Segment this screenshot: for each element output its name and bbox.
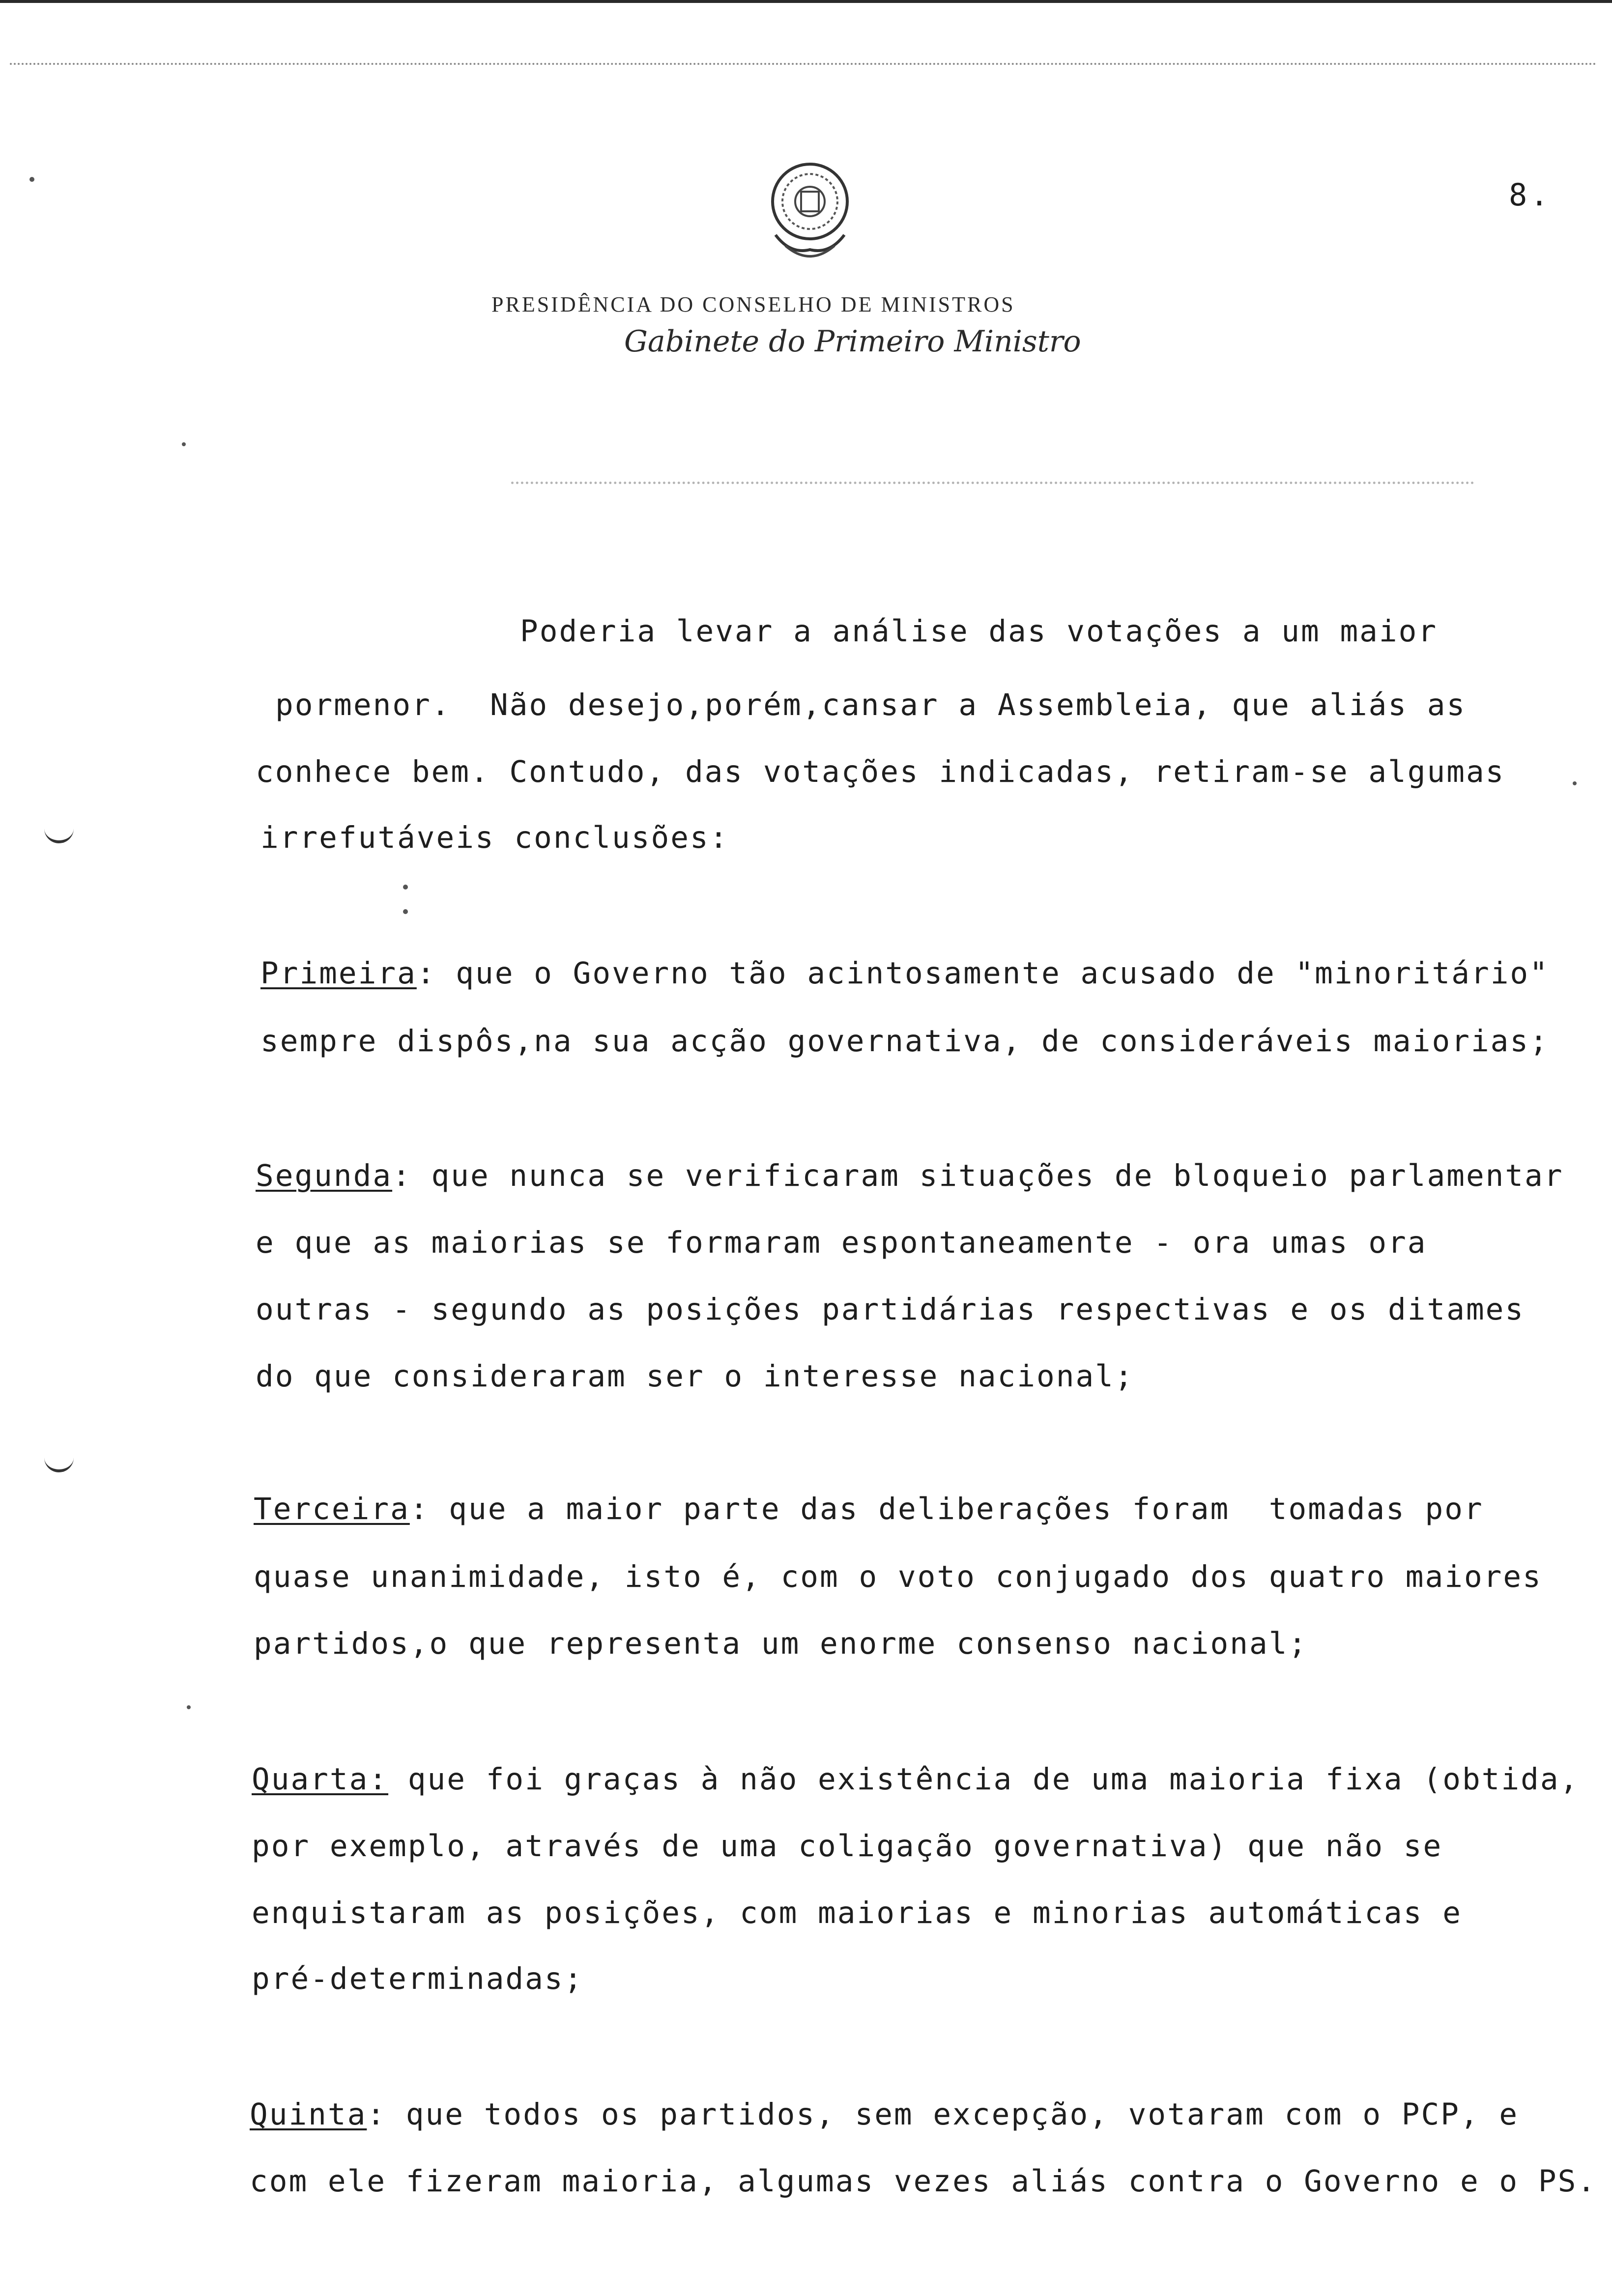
conclusion-third-text-1: : que a maior parte das deliberações foram tomadas por (409, 1492, 1484, 1526)
conclusion-second-label: Segunda (256, 1158, 393, 1193)
intro-line-2: pormenor. Não desejo,porém,cansar a Assembleia, que aliás as (275, 688, 1467, 722)
scan-noise-line (511, 482, 1474, 484)
letterhead-subtitle: Gabinete do Primeiro Ministro (624, 324, 1081, 359)
page-number: 8. (1509, 177, 1552, 213)
intro-line-3: conhece bem. Contudo, das votações indicadas, retiram-se algumas (256, 754, 1505, 789)
conclusion-second-text-1: : que nunca se verificaram situações de bloqueio parlamentar (392, 1158, 1564, 1193)
conclusion-first-line-2: sempre dispôs,na sua acção governativa, de consideráveis maiorias; (260, 1024, 1549, 1059)
dotted-header-rule (10, 63, 1597, 65)
conclusion-second-line-2: e que as maiorias se formaram espontaneamente - ora umas ora (256, 1225, 1427, 1260)
scan-speck (1573, 781, 1577, 785)
conclusion-third-line-1 (254, 1494, 1484, 1524)
conclusion-second-line-3: outras - segundo as posições partidárias respectivas e os ditames (256, 1292, 1525, 1327)
scan-speck (187, 1705, 191, 1709)
conclusion-fourth-line-4: pré-determinadas; (252, 1961, 584, 1996)
conclusion-third-line-2: quase unanimidade, isto é, com o voto conjugado dos quatro maiores (254, 1559, 1542, 1594)
letterhead-title: PRESIDÊNCIA DO CONSELHO DE MINISTROS (491, 292, 1015, 316)
conclusion-fifth-label: Quinta (250, 2097, 367, 2132)
conclusion-first-line-1 (260, 956, 1549, 991)
intro-line-1: Poderia levar a análise das votações a um maior (520, 614, 1438, 649)
intro-line-4: irrefutáveis conclusões: (260, 820, 729, 855)
conclusion-fourth-text-1: que foi graças à não existência de uma maioria fixa (obtida, (388, 1762, 1580, 1797)
conclusion-first-label: Primeira (260, 956, 417, 991)
conclusion-fifth-line-2: com ele fizeram maioria, algumas vezes aliás contra o Governo e o PS. (250, 2164, 1597, 2199)
conclusion-fourth-line-3: enquistaram as posições, com maiorias e minorias automáticas e (252, 1895, 1462, 1930)
scan-speck (29, 177, 34, 182)
coat-of-arms-seal (761, 156, 859, 269)
conclusion-fifth-text-1: : que todos os partidos, sem excepção, votaram com o PCP, e (367, 2097, 1519, 2132)
conclusion-fourth-line-2: por exemplo, através de uma coligação governativa) que não se (252, 1829, 1443, 1864)
conclusion-second-line-4: do que consideraram ser o interesse nacional; (256, 1359, 1134, 1394)
conclusion-third-label: Terceira (254, 1492, 410, 1526)
punch-hole-mark (44, 1450, 74, 1472)
scan-speck (403, 909, 408, 914)
conclusion-first-text-1: : que o Governo tão acintosamente acusado de "minoritário" (416, 956, 1549, 991)
conclusion-fifth-line-1 (250, 2097, 1519, 2132)
scan-speck (403, 885, 408, 890)
top-border-rule (0, 0, 1612, 3)
conclusion-third-line-3: partidos,o que representa um enorme consenso nacional; (254, 1626, 1308, 1661)
conclusion-second-line-1 (256, 1158, 1564, 1193)
conclusion-fourth-line-1 (252, 1762, 1580, 1797)
conclusion-fourth-label: Quarta: (252, 1762, 389, 1797)
punch-hole-mark (44, 821, 74, 843)
scan-speck (182, 442, 186, 446)
